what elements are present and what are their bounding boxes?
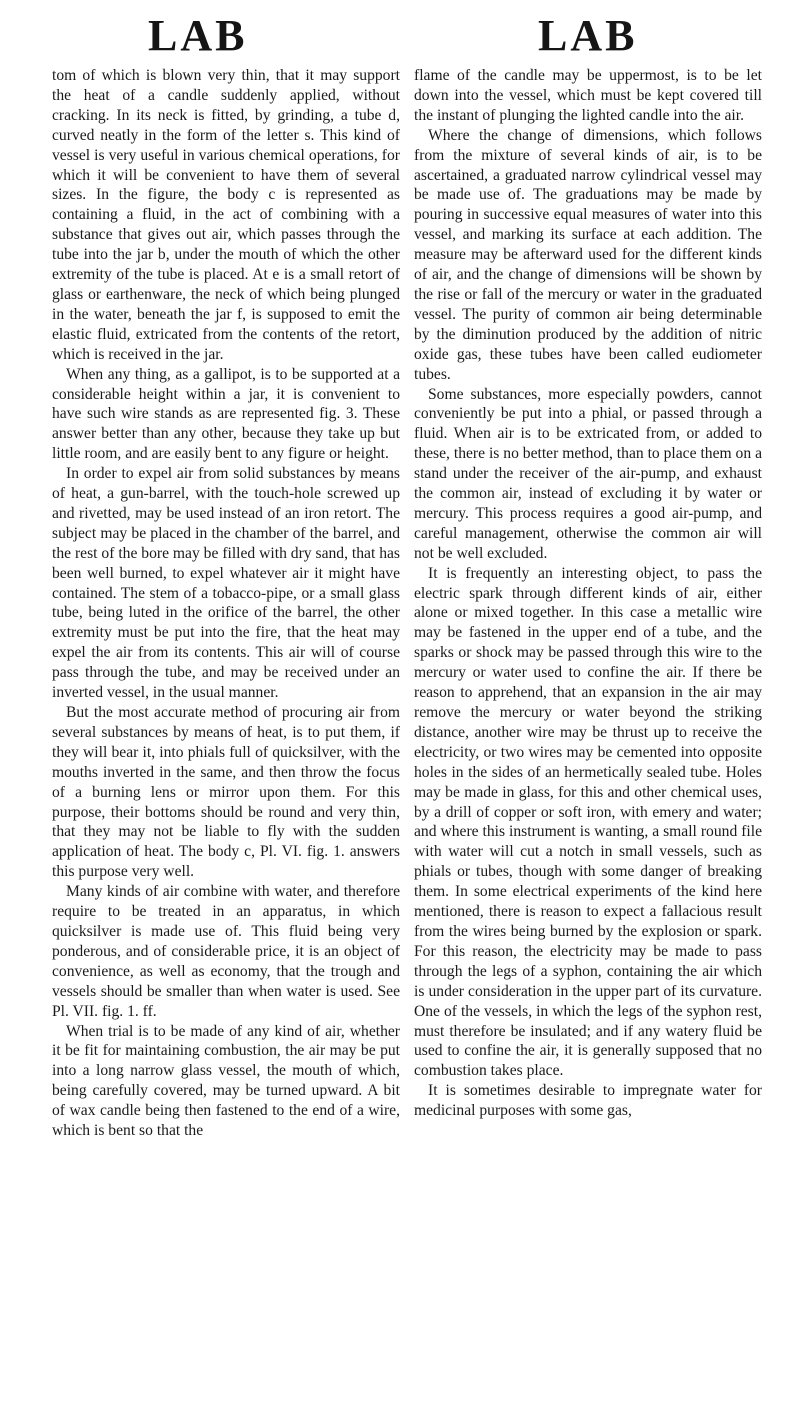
paragraph: Many kinds of air combine with water, and therefore require to be treated in an apparatus, in which quicksilver is made use of. This fluid being very ponderous, and of considerable price, it is an object of convenience, as well as economy, that the trough and vessels should be smaller than when water is used. See Pl. VII. fig. 1. ff. <box>52 883 400 1020</box>
paragraph: flame of the candle may be uppermost, is to be let down into the vessel, which must be kept covered till the instant of plunging the lighted candle into the air. <box>414 67 762 124</box>
running-header <box>0 8 800 68</box>
left-column <box>52 66 400 1141</box>
right-headword: LAB <box>538 11 638 60</box>
left-headword: LAB <box>148 11 248 60</box>
paragraph: But the most accurate method of procuring air from several substances by means of heat, is to put them, if they will bear it, into phials full of quicksilver, with the mouths inverted in the same, and then throw the focus of a burning lens or mirror upon them. For this purpose, their bottoms should be round and very thin, that they may not be liable to fly with the sudden application of heat. The body c, Pl. VI. fig. 1. answers this purpose very well. <box>52 704 400 881</box>
paragraph: Where the change of dimensions, which follows from the mixture of several kinds of air, is to be ascertained, a graduated narrow cylindrical vessel may be made use of. The graduations may be made by pouring in successive equal measures of water into this vessel, and marking its surface at each addition. The measure may be afterward used for the different kinds of air, and the change of dimensions will be shown by the rise or fall of the mercury or water in the graduated vessel. The purity of common air being determinable by the diminution produced by the addition of nitric oxide gas, these tubes have been called eudiometer tubes. <box>414 126 762 383</box>
right-column <box>414 66 762 1121</box>
paragraph: When trial is to be made of any kind of air, whether it be fit for maintaining combustion, the air may be put into a long narrow glass vessel, the mouth of which, being carefully covered, may be turned upward. A bit of wax candle being then fastened to the end of a wire, which is bent so that the <box>52 1022 400 1140</box>
paragraph: Some substances, more especially powders, cannot conveniently be put into a phial, or passed through a fluid. When air is to be extricated from, or added to these, there is no better method, than to place them on a stand under the receiver of the air-pump, and exhaust the common air, instead of excluding it by water or mercury. This process requires a good air-pump, and careful management, otherwise the common air will not be well excluded. <box>414 385 762 562</box>
paragraph: It is frequently an interesting object, to pass the electric spark through different kinds of air, either alone or mixed together. In this case a metallic wire may be fastened in the upper end of a tube, and the sparks or shock may be passed through this wire to the mercury or water used to confine the air. If there be reason to apprehend, that an expansion in the air may remove the mercury or water beyond the striking distance, another wire may be thrust up to receive the electricity, or two wires may be cemented into opposite holes in the sides of an hermetically sealed tube. Holes may be made in glass, for this and other chemical uses, by a drill of copper or soft iron, with emery and water; and where this instrument is wanting, a small round file with water will cut a notch in small vessels, such as phials or tubes, though with some danger of breaking them. In some electrical experiments of the kind here mentioned, there is reason to expect a fallacious result from the wires being burned by the explosion or spark. For this reason, the electricity may be made to pass through the legs of a syphon, containing the air which is under consideration in the upper part of its curvature. One of the vessels, in which the legs of the syphon rest, must therefore be insulated; and if any watery fluid be used to confine the air, it is generally supposed that no combustion takes place. <box>414 564 762 1080</box>
paragraph: It is sometimes desirable to impregnate water for medicinal purposes with some gas, <box>414 1082 762 1120</box>
paragraph: In order to expel air from solid substances by means of heat, a gun-barrel, with the touch-hole screwed up and rivetted, may be used instead of an iron retort. The subject may be placed in the chamber of the barrel, and the rest of the bore may be filled with dry sand, that has been well burned, to expel whatever air it might have contained. The stem of a tobacco-pipe, or a small glass tube, being luted in the orifice of the barrel, the other extremity must be put into the fire, that the heat may expel the air from its contents. This air will of course pass through the tube, and may be received under an inverted vessel, in the usual manner. <box>52 465 400 702</box>
paragraph: When any thing, as a gallipot, is to be supported at a considerable height within a jar, it is convenient to have such wire stands as are represented fig. 3. These answer better than any other, because they take up but little room, and are easily bent to any figure or height. <box>52 365 400 463</box>
paragraph: tom of which is blown very thin, that it may support the heat of a candle suddenly applied, without cracking. In its neck is fitted, by grinding, a tube d, curved neatly in the form of the letter s. This kind of vessel is very useful in various chemical operations, for which it will be convenient to have them of several sizes. In the figure, the body c is represented as containing a fluid, in the act of combining with a substance that gives out air, which passes through the tube into the jar b, under the mouth of which the other extremity of the tube is placed. At e is a small retort of glass or earthenware, the neck of which being plunged in the water, beneath the jar f, is supposed to emit the elastic fluid, extricated from the contents of the retort, which is received in the jar. <box>52 67 400 363</box>
